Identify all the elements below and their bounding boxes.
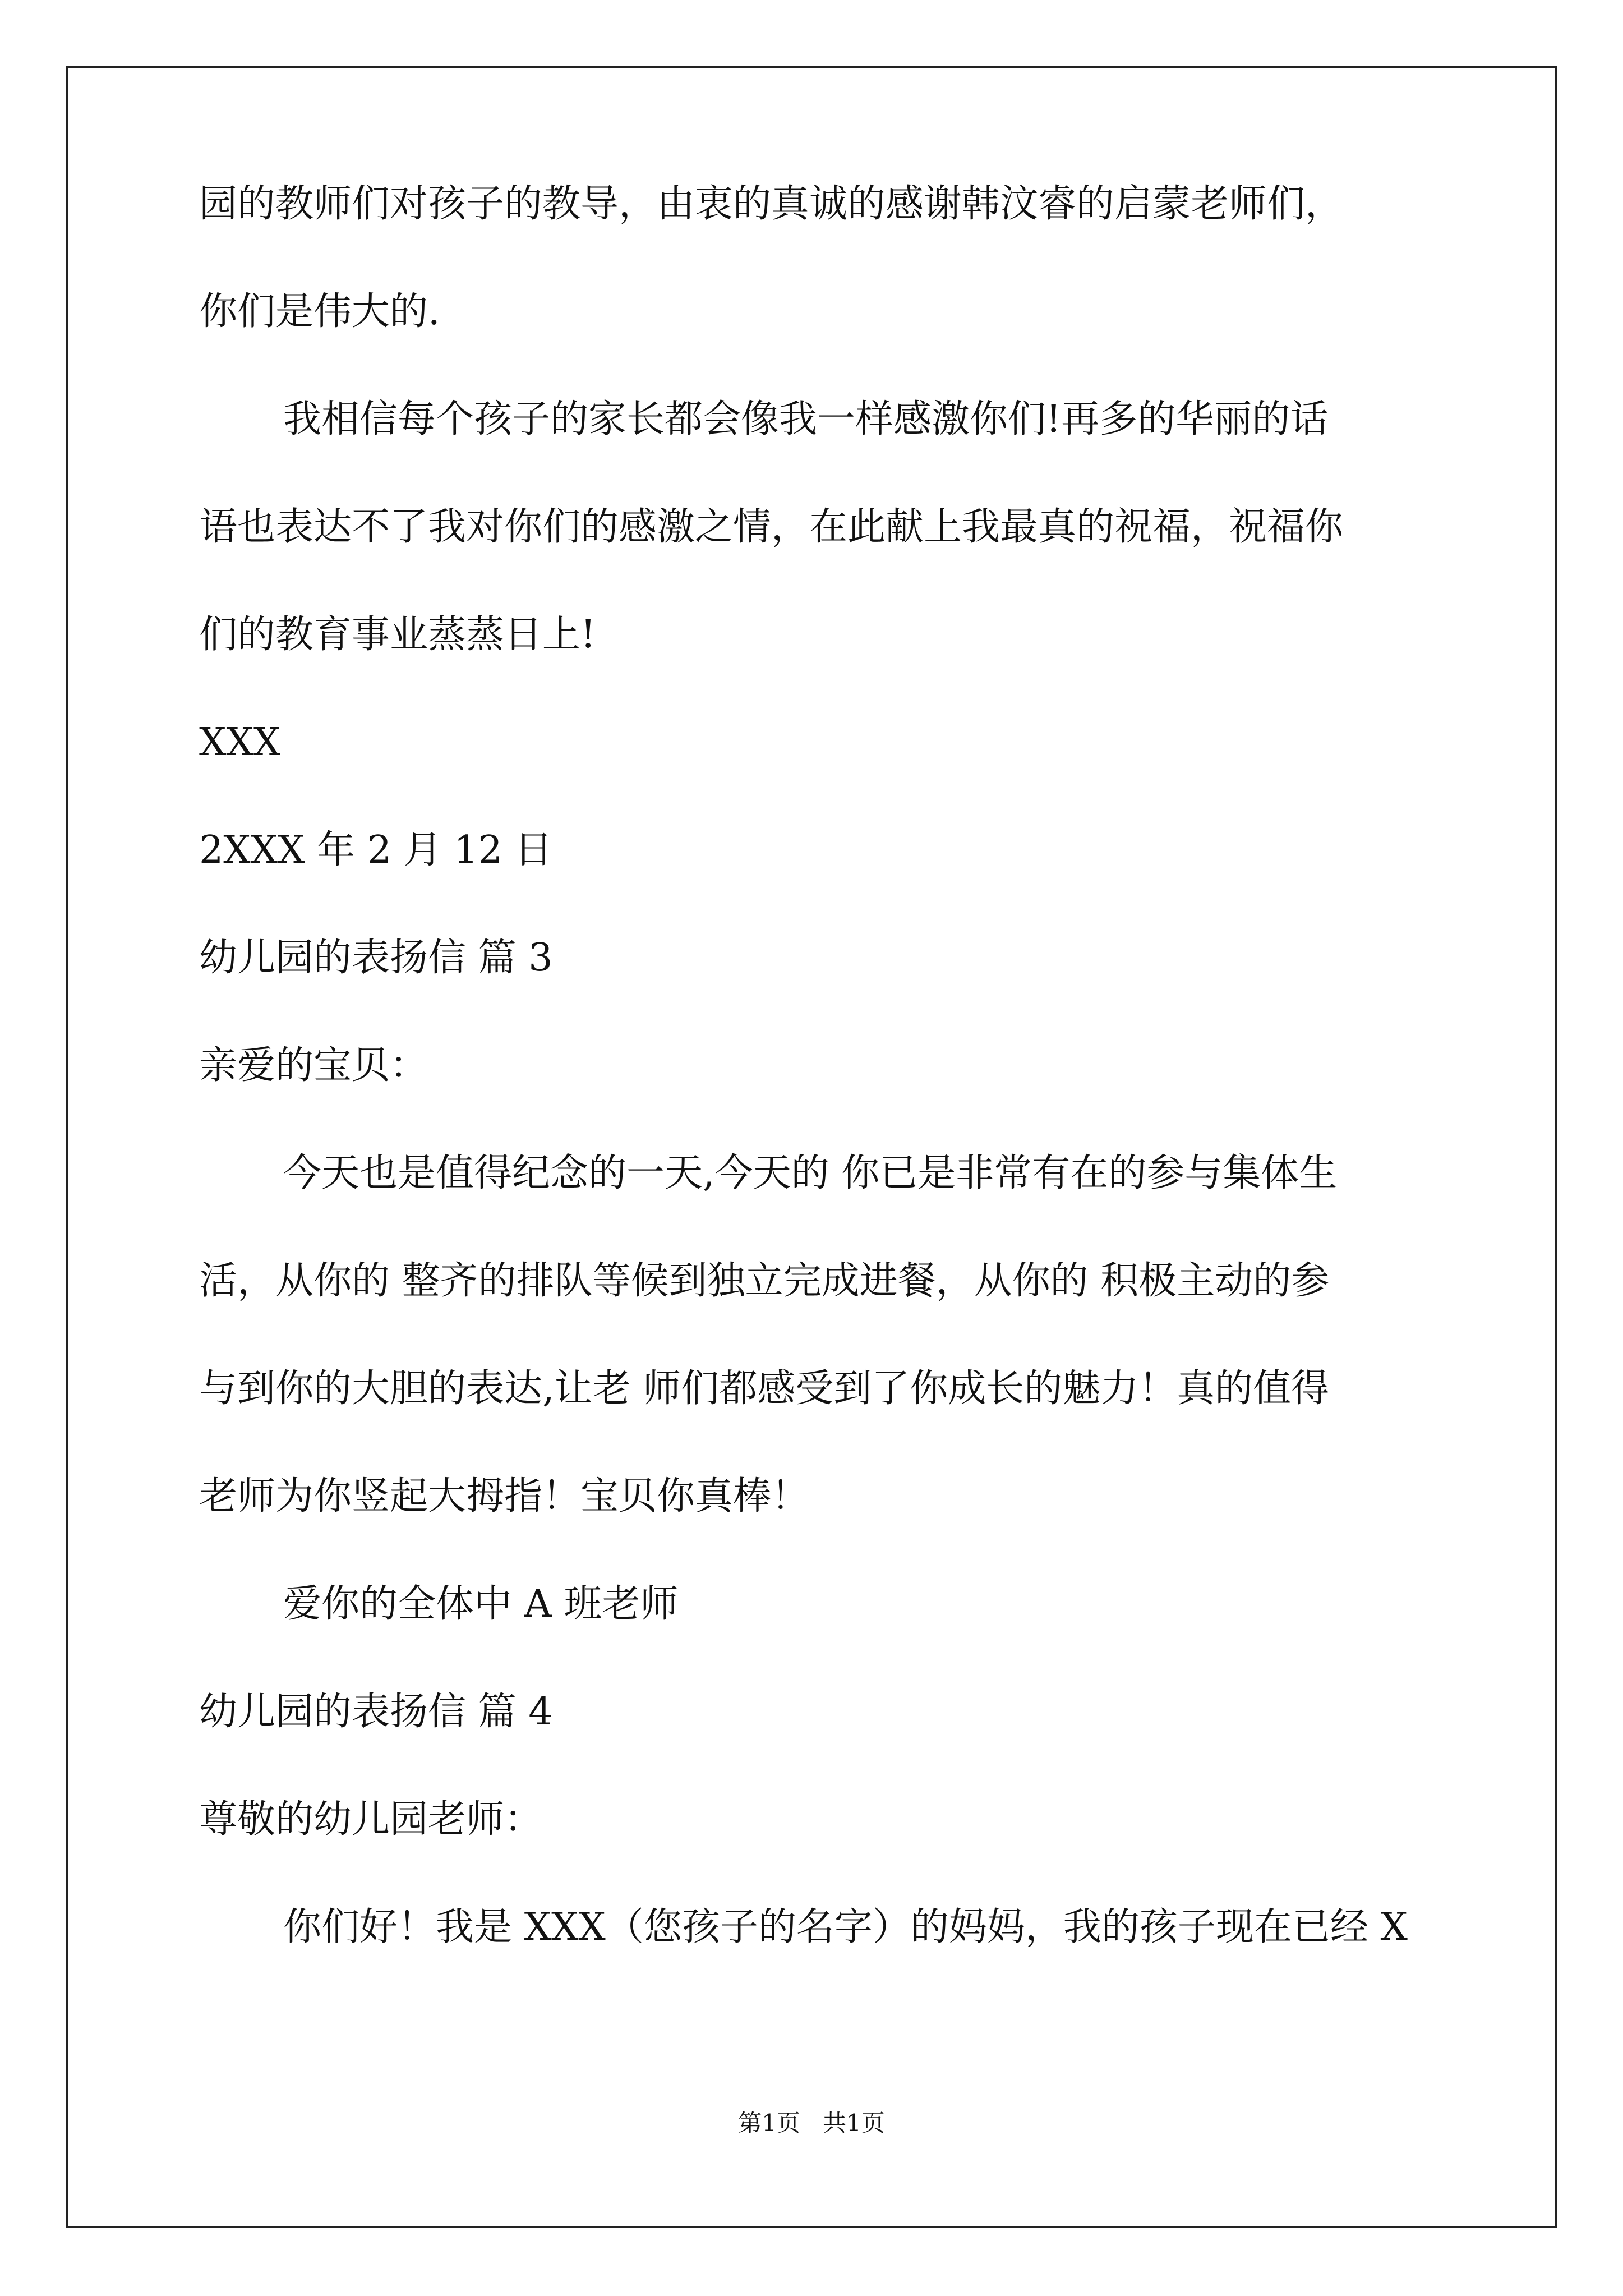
text-line: 我相信每个孩子的家长都会像我一样感激你们!再多的华丽的话 <box>283 397 1329 441</box>
text-line: 们的教育事业蒸蒸日上! <box>199 613 596 657</box>
closing: 爱你的全体中 A 班老师 <box>283 1582 679 1626</box>
text-line: 与到你的大胆的表达,让老 师们都感受到了你成长的魅力！真的值得 <box>199 1366 1330 1411</box>
salutation: 亲爱的宝贝： <box>199 1043 428 1088</box>
text-line: 活，从你的 整齐的排队等候到独立完成进餐，从你的 积极主动的参 <box>199 1259 1330 1303</box>
text-line: 今天也是值得纪念的一天,今天的 你已是非常有在的参与集体生 <box>283 1151 1338 1195</box>
page-footer: 第1页 共1页 <box>738 2109 885 2137</box>
date: 2XXX 年 2 月 12 日 <box>199 828 553 872</box>
text-line: 你们好！我是 XXX（您孩子的名字）的妈妈，我的孩子现在已经 X <box>283 1905 1408 1949</box>
text-line: 语也表达不了我对你们的感激之情，在此献上我最真的祝福，祝福你 <box>199 505 1344 549</box>
document-body <box>199 182 1433 2016</box>
signature: XXX <box>199 720 281 765</box>
text-line: 老师为你竖起大拇指！宝贝你真棒！ <box>199 1474 810 1519</box>
salutation: 尊敬的幼儿园老师： <box>199 1797 543 1842</box>
section-heading: 幼儿园的表扬信 篇 4 <box>199 1690 553 1734</box>
text-line: 园的教师们对孩子的教导，由衷的真诚的感谢韩汶睿的启蒙老师们， <box>199 182 1344 226</box>
text-line: 你们是伟大的. <box>199 289 440 334</box>
section-heading: 幼儿园的表扬信 篇 3 <box>199 936 553 980</box>
